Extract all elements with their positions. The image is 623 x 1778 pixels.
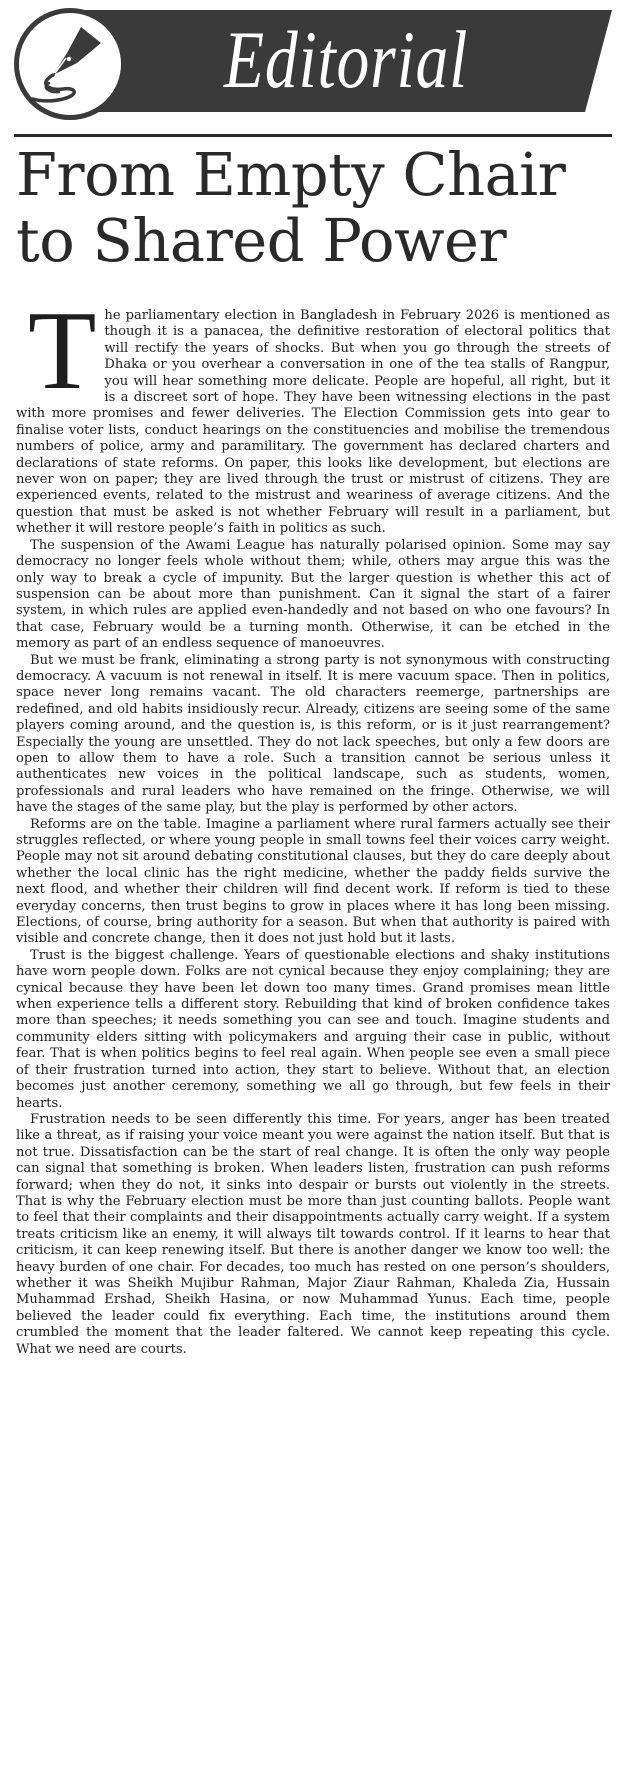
article-paragraph-1: [16, 289, 610, 538]
article-paragraph-6: Frustration needs to be seen differently this time. For years, anger has been treated like a threat, as if raising your voice meant you were against the nation itself. But that is not true. Dissatisfaction can be the start of real change. It is often the only way people can signal that something is broken. When leaders listen, frustration can push reforms forward; when they do not, it sinks into despair or bursts out violently in the streets. That is why the February election must be more than just counting ballots. People want to feel that their complaints and their disappointments actually carry weight. If a system treats criticism like an enemy, it will always tilt towards control. If it learns to hear that criticism, it can keep renewing itself. But there is another danger we know too well: the heavy burden of one chair. For decades, too much has rested on one person’s shoulders, whether it was Sheikh Mujibur Rahman, Major Ziaur Rahman, Khaleda Zia, Hussain Muhammad Ershad, Sheikh Hasina, or now Muhammad Yunus. Each time, people believed the leader could fix everything. Each time, the institutions around them crumbled the moment that the leader faltered. We cannot keep repeating this cycle. What we need are courts.: [16, 1111, 610, 1357]
article-body: [16, 289, 610, 1358]
article-paragraph-3: But we must be frank, eliminating a strong party is not synonymous with constructing democracy. A vacuum is not renewal in itself. It is mere vacuum space. Then in politics, space never long remains vacant. The old characters reemerge, partnerships are redefined, and old habits insidiously recur. Already, citizens are seeing some of the same players coming around, and the question is, is this reform, or is it just rearrangement? Especially the young are unsettled. They do not lack speeches, but only a few doors are open to allow them to have a role. Such a transition cannot be serious unless it authenticates new voices in the political landscape, such as students, women, professionals and rural leaders who have remained on the fringe. Otherwise, we will have the stages of the same play, but the play is performed by other actors.: [16, 652, 610, 816]
fountain-pen-icon: [14, 8, 126, 120]
drop-cap: T: [28, 289, 97, 413]
article-paragraph-4: Reforms are on the table. Imagine a parliament where rural farmers actually see their struggles reflected, or where young people in small towns feel their voices carry weight. People may not sit around debating constitutional clauses, but they do care deeply about whether the local clinic has the right medicine, whether the paddy fields survive the next flood, and whether their children will find decent work. If reform is tied to these everyday concerns, then trust begins to grow in places where it has long been missing. Elections, of course, bring authority for a season. But when that authority is paired with visible and concrete change, then it does not just hold but it lasts.: [16, 816, 610, 947]
paragraph-1-text: he parliamentary election in Bangladesh in February 2026 is mentioned as though it is a panacea, the definitive restoration of electoral politics that will rectify the years of shocks. But when you go through the streets of Dhaka or you overhear a conversation in one of the tea stalls of Rangpur, you will hear something more delicate. People are hopeful, all right, but it is a discreet sort of hope. They have been witnessing elections in the past with more promises and fewer deliveries. The Election Commission gets into gear to finalise voter lists, conduct hearings on the constituencies and mobilise the tremendous numbers of police, army and paramilitary. The government has declared charters and declarations of state reforms. On paper, this looks like development, but elections are never won on paper; they are lived through the trust or mistrust of citizens. They are experienced events, related to the mistrust and weariness of average citizens. And the question that must be asked is not whether February will result in a parliament, but whether it will restore people’s faith in politics as such.: [16, 308, 610, 537]
headline: [16, 142, 616, 274]
article-paragraph-2: The suspension of the Awami League has naturally polarised opinion. Some may say democracy no longer feels whole without them; while, others may argue this was the only way to break a cycle of impunity. But the larger question is whether this act of suspension can be about more than punishment. Can it signal the start of a fairer system, in which rules are applied even-handedly and not based on who one favours? In that case, February would be a turning month. Otherwise, it can be etched in the memory as part of an endless sequence of manoeuvres.: [16, 537, 610, 652]
article-paragraph-5: Trust is the biggest challenge. Years of questionable elections and shaky institutions have worn people down. Folks are not cynical because they enjoy complaining; they are cynical because they have been let down too many times. Grand promises mean little when experience tells a different story. Rebuilding that kind of broken confidence takes more than speeches; it needs something you can see and touch. Imagine students and community elders sitting with policymakers and arguing their case in public, without fear. That is when politics begins to feel real again. When people see even a small piece of their frustration turned into action, they start to believe. Without that, an election becomes just another ceremony, something we all go through, but few feels in their hearts.: [16, 947, 610, 1111]
banner-rule: [14, 134, 612, 137]
headline-line-1: From Empty Chair: [16, 140, 566, 209]
section-label: Editorial: [224, 14, 469, 105]
editorial-banner: [14, 8, 612, 122]
headline-line-2: to Shared Power: [16, 206, 507, 275]
